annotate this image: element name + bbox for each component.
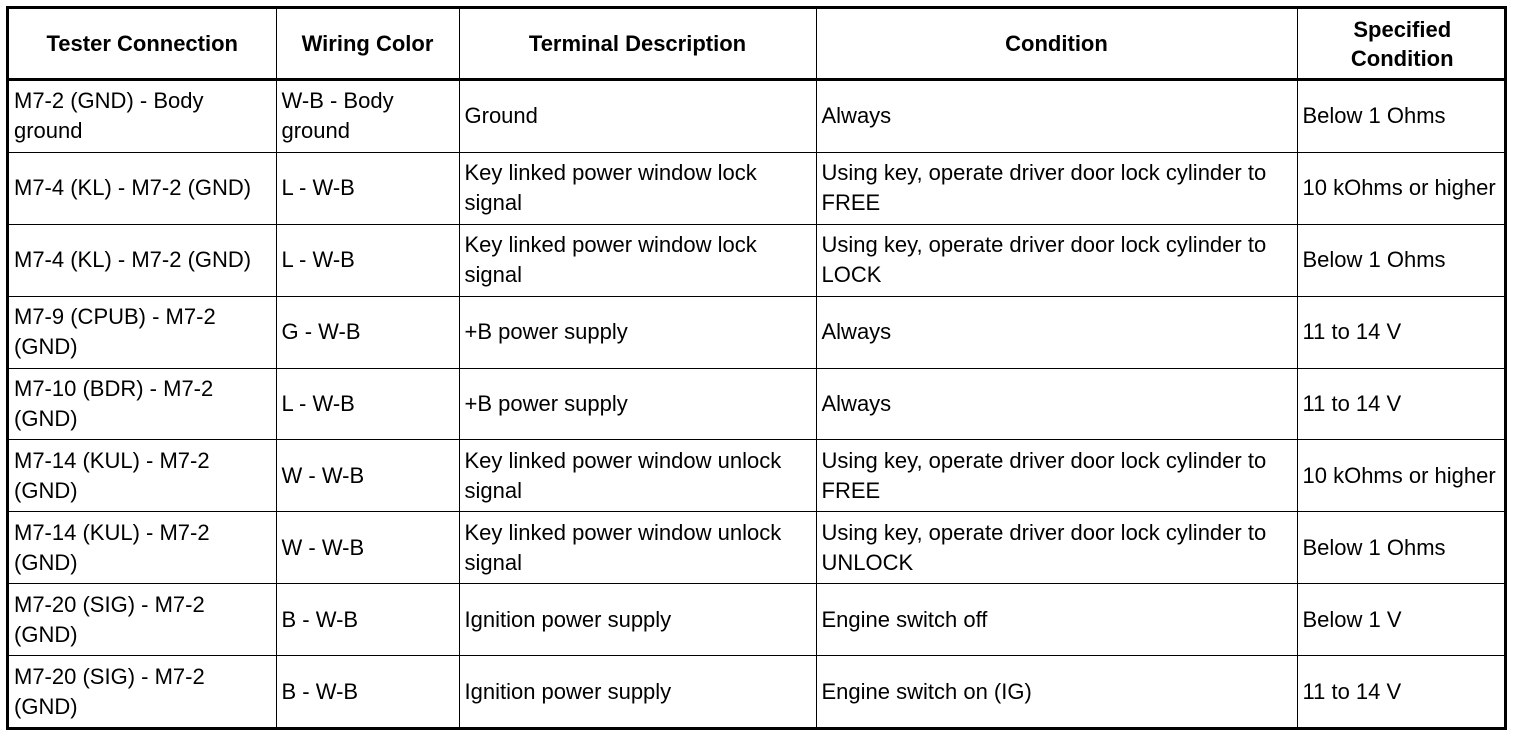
cell-tester-connection: M7-20 (SIG) - M7-2 (GND) (9, 584, 276, 656)
cell-wiring-color: W-B - Body ground (276, 80, 459, 153)
header-terminal-description: Terminal Description (459, 9, 816, 80)
header-tester-connection: Tester Connection (9, 9, 276, 80)
table-row (9, 296, 1507, 368)
cell-condition: Always (816, 80, 1297, 153)
cell-condition: Using key, operate driver door lock cylinder to FREE (816, 440, 1297, 512)
cell-tester-connection: M7-14 (KUL) - M7-2 (GND) (9, 512, 276, 584)
table-row (9, 368, 1507, 440)
cell-tester-connection: M7-10 (BDR) - M7-2 (GND) (9, 368, 276, 440)
inspection-table-container (6, 6, 1507, 730)
cell-condition: Using key, operate driver door lock cylinder to FREE (816, 152, 1297, 224)
cell-terminal-description: Key linked power window unlock signal (459, 512, 816, 584)
cell-specified-condition: Below 1 Ohms (1297, 224, 1507, 296)
header-specified-condition: Specified Condition (1297, 9, 1507, 80)
cell-condition: Using key, operate driver door lock cylinder to LOCK (816, 224, 1297, 296)
cell-wiring-color: B - W-B (276, 656, 459, 727)
cell-terminal-description: Key linked power window lock signal (459, 152, 816, 224)
header-condition: Condition (816, 9, 1297, 80)
cell-tester-connection: M7-4 (KL) - M7-2 (GND) (9, 224, 276, 296)
cell-terminal-description: Ground (459, 80, 816, 153)
cell-wiring-color: L - W-B (276, 368, 459, 440)
cell-tester-connection: M7-14 (KUL) - M7-2 (GND) (9, 440, 276, 512)
table-row (9, 224, 1507, 296)
cell-specified-condition: 10 kOhms or higher (1297, 152, 1507, 224)
cell-terminal-description: Ignition power supply (459, 584, 816, 656)
cell-wiring-color: W - W-B (276, 440, 459, 512)
cell-terminal-description: +B power supply (459, 296, 816, 368)
cell-wiring-color: L - W-B (276, 152, 459, 224)
cell-specified-condition: Below 1 Ohms (1297, 80, 1507, 153)
inspection-table (9, 9, 1507, 727)
cell-wiring-color: G - W-B (276, 296, 459, 368)
cell-tester-connection: M7-2 (GND) - Body ground (9, 80, 276, 153)
cell-condition: Always (816, 368, 1297, 440)
table-row (9, 80, 1507, 153)
cell-wiring-color: L - W-B (276, 224, 459, 296)
header-wiring-color: Wiring Color (276, 9, 459, 80)
cell-tester-connection: M7-20 (SIG) - M7-2 (GND) (9, 656, 276, 727)
cell-specified-condition: Below 1 Ohms (1297, 512, 1507, 584)
cell-tester-connection: M7-9 (CPUB) - M7-2 (GND) (9, 296, 276, 368)
cell-wiring-color: W - W-B (276, 512, 459, 584)
cell-terminal-description: Ignition power supply (459, 656, 816, 727)
cell-condition: Always (816, 296, 1297, 368)
cell-specified-condition: 11 to 14 V (1297, 296, 1507, 368)
cell-condition: Engine switch off (816, 584, 1297, 656)
cell-specified-condition: 11 to 14 V (1297, 368, 1507, 440)
table-row (9, 656, 1507, 727)
cell-condition: Using key, operate driver door lock cylinder to UNLOCK (816, 512, 1297, 584)
table-row (9, 584, 1507, 656)
cell-condition: Engine switch on (IG) (816, 656, 1297, 727)
table-header-row (9, 9, 1507, 80)
cell-specified-condition: Below 1 V (1297, 584, 1507, 656)
cell-specified-condition: 11 to 14 V (1297, 656, 1507, 727)
table-row (9, 152, 1507, 224)
cell-terminal-description: Key linked power window lock signal (459, 224, 816, 296)
cell-tester-connection: M7-4 (KL) - M7-2 (GND) (9, 152, 276, 224)
cell-specified-condition: 10 kOhms or higher (1297, 440, 1507, 512)
table-row (9, 440, 1507, 512)
cell-terminal-description: Key linked power window unlock signal (459, 440, 816, 512)
cell-wiring-color: B - W-B (276, 584, 459, 656)
table-row (9, 512, 1507, 584)
cell-terminal-description: +B power supply (459, 368, 816, 440)
